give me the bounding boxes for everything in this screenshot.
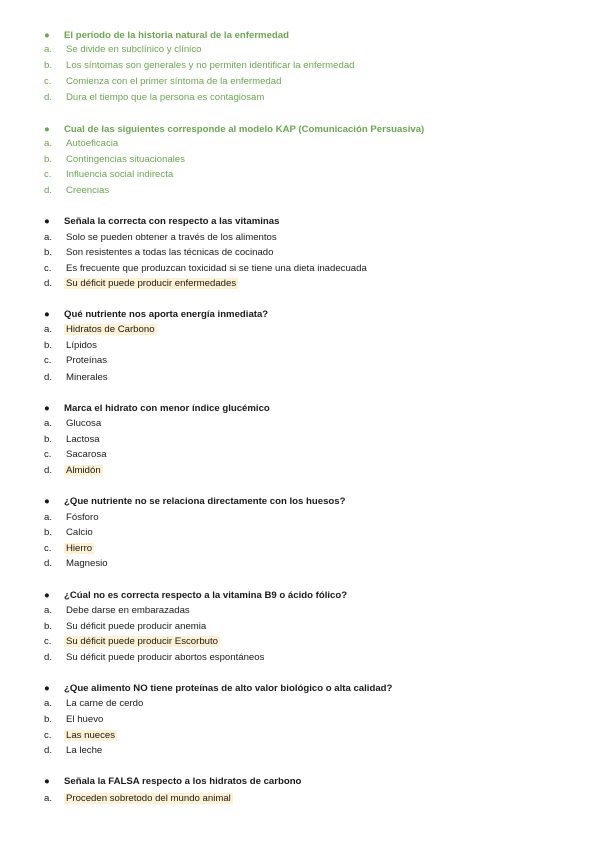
option-highlighted: c. Las nueces bbox=[44, 730, 116, 741]
option: d. Minerales bbox=[44, 372, 108, 383]
option: c. Sacarosa bbox=[44, 449, 107, 460]
option-highlighted: a. Hidratos de Carbono bbox=[44, 324, 155, 335]
option: a. Se divide en subclínico y clínico bbox=[44, 44, 202, 55]
option: d. Creencias bbox=[44, 185, 110, 196]
option: c. Comienza con el primer síntoma de la enfermedad bbox=[44, 76, 282, 87]
option: d. Dura el tiempo que la persona es contagiosam bbox=[44, 92, 265, 103]
option: d. Su déficit puede producir abortos espontáneos bbox=[44, 652, 265, 663]
option: d. La leche bbox=[44, 745, 103, 756]
question-title: ● El período de la historia natural de la enfermedad bbox=[44, 30, 289, 41]
option: a. Glucosa bbox=[44, 418, 102, 429]
option: b. Los síntomas son generales y no permiten identificar la enfermedad bbox=[44, 60, 355, 71]
option: b. Su déficit puede producir anemia bbox=[44, 621, 207, 632]
question-title: ● Señala la FALSA respecto a los hidratos de carbono bbox=[44, 776, 302, 787]
bullet-icon: ● bbox=[44, 216, 50, 227]
option-highlighted: d. Almidón bbox=[44, 465, 101, 476]
bullet-icon: ● bbox=[44, 309, 50, 320]
option-highlighted: c. Hierro bbox=[44, 543, 93, 554]
option: a. Solo se pueden obtener a través de los alimentos bbox=[44, 232, 277, 243]
option-highlighted: c. Su déficit puede producir Escorbuto bbox=[44, 636, 218, 647]
question-title: ● ¿Cúal no es correcta respecto a la vitamina B9 o ácido fólico? bbox=[44, 590, 348, 601]
option: a. Debe darse en embarazadas bbox=[44, 605, 190, 616]
bullet-icon: ● bbox=[44, 683, 50, 694]
option: b. Contingencias situacionales bbox=[44, 154, 185, 165]
question-title: ● Qué nutriente nos aporta energía inmediata? bbox=[44, 309, 269, 320]
question-title: ● ¿Que nutriente no se relaciona directamente con los huesos? bbox=[44, 496, 346, 507]
option: a. Autoeficacia bbox=[44, 138, 119, 149]
option: d. Magnesio bbox=[44, 558, 108, 569]
question-title: ● ¿Que alimento NO tiene proteínas de alto valor biológico o alta calidad? bbox=[44, 683, 393, 694]
option: c. Influencia social indirecta bbox=[44, 169, 174, 180]
bullet-icon: ● bbox=[44, 590, 50, 601]
question-title: ● Cual de las siguientes corresponde al modelo KAP (Comunicación Persuasiva) bbox=[44, 124, 425, 135]
option: a. Fósforo bbox=[44, 512, 99, 523]
option-highlighted: d. Su déficit puede producir enfermedades bbox=[44, 278, 237, 289]
option: b. El huevo bbox=[44, 714, 104, 725]
option: c. Es frecuente que produzcan toxicidad si se tiene una dieta inadecuada bbox=[44, 263, 367, 274]
option: c. Proteínas bbox=[44, 355, 108, 366]
bullet-icon: ● bbox=[44, 403, 50, 414]
question-title: ● Marca el hidrato con menor índice glucémico bbox=[44, 403, 270, 414]
bullet-icon: ● bbox=[44, 124, 50, 135]
option-highlighted: a. Proceden sobretodo del mundo animal bbox=[44, 793, 231, 804]
option: b. Son resistentes a todas las técnicas de cocinado bbox=[44, 247, 274, 258]
option: a. La carne de cerdo bbox=[44, 698, 144, 709]
option: b. Calcio bbox=[44, 527, 93, 538]
option: b. Lípidos bbox=[44, 340, 97, 351]
option: b. Lactosa bbox=[44, 434, 100, 445]
bullet-icon: ● bbox=[44, 496, 50, 507]
bullet-icon: ● bbox=[44, 30, 50, 41]
bullet-icon: ● bbox=[44, 776, 50, 787]
question-title: ● Señala la correcta con respecto a las vitaminas bbox=[44, 216, 280, 227]
